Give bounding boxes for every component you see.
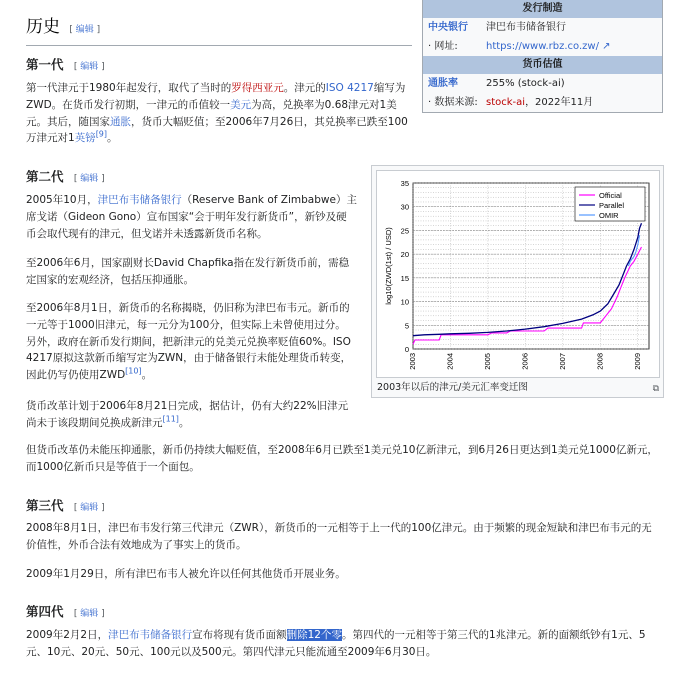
x-tick-label: 2006 [520, 353, 530, 370]
infobox [422, 0, 663, 113]
link-rbz-gen4[interactable]: 津巴布韦储备银行 [108, 629, 193, 641]
link-rbz[interactable]: 津巴布韦储备银行 [97, 194, 182, 206]
edit-link-history[interactable]: 编辑 [75, 25, 94, 35]
legend-label-parallel: Parallel [599, 201, 625, 210]
section-title: 历史 [26, 17, 60, 37]
gen4-title: 第四代 [26, 604, 64, 619]
edit-link-wrapper: [ 编辑 ] [69, 25, 101, 35]
section-heading-history [26, 14, 412, 46]
edit-link-gen1[interactable]: 编辑 [80, 62, 99, 72]
inflation-value: 255% (stock-ai) [486, 77, 565, 89]
y-tick-label: 10 [400, 297, 409, 307]
gen2-paragraph-2: 至2006年6月，国家副财长David Chapfika指在发行新货币前，需稳 定国家的宏观经济，包括压抑通胀。 [26, 257, 350, 286]
heading-gen4: 第四代 [ 编辑 ] [26, 604, 105, 619]
y-tick-label: 20 [400, 250, 409, 260]
x-tick-label: 2009 [632, 353, 642, 370]
ref-9[interactable]: [9] [95, 129, 108, 139]
ref-11[interactable]: [11] [162, 414, 179, 424]
edit-link-gen4[interactable]: 编辑 [80, 609, 99, 619]
infobox-row-website [423, 37, 662, 56]
gen1-paragraph: 第一代津元于1980年起发行，取代了当时的罗得西亚元。津元的ISO 4217缩写为 ZWD。在货币发行初期，一津元的币值较一美元为高，兑换率为0.68津元对1美 元。其后，随国家通胀，货币大幅贬值；至2006年7月26日，其兑换率已跌至100 万津元对1英镑[9]。 [26, 82, 408, 145]
source-date: ，2022年11月 [525, 96, 594, 108]
gen3-paragraph-2: 2009年1月29日，所有津巴布韦人被允许以任何其他货币开展业务。 [26, 568, 346, 580]
source-label: · 数据来源: [428, 96, 478, 108]
gen4-paragraph: 2009年2月2日，津巴布韦储备银行宣布将现有货币面额删除12个零。第四代的一元相等于第三代的1兆津元。新的面额纸钞有1元、5 元、10元、20元、50元、100元以及500元。第四代津元只能流通至2009年6月30日。 [26, 629, 646, 658]
chart-frame[interactable] [376, 170, 660, 378]
gen2-title: 第二代 [26, 169, 64, 184]
y-tick-label: 25 [400, 226, 409, 236]
heading-gen2: 第二代 [ 编辑 ] [26, 169, 105, 184]
infobox-header-issue: 发行制造 [423, 0, 662, 18]
figure-caption: 2003年以后的津元/美元汇率变迁图 [377, 382, 528, 393]
x-tick-label: 2008 [595, 353, 605, 370]
gen1-title: 第一代 [26, 57, 64, 72]
edit-link-gen2[interactable]: 编辑 [80, 174, 99, 184]
link-inflation[interactable]: 通胀 [110, 115, 131, 128]
website-label: · 网址: [428, 40, 458, 52]
infobox-header-valuation: 货币估值 [423, 56, 662, 74]
gen2-paragraph-4: 货币改革计划于2006年8月21日完成，据估计，仍有大约22%旧津元 尚未于该段期间兑换成新津元[11]。 [26, 400, 349, 429]
external-link-icon: ↗ [602, 40, 611, 52]
link-usd[interactable]: 美元 [230, 98, 252, 111]
infobox-row-central-bank [423, 18, 662, 37]
infobox-row-inflation [423, 74, 662, 93]
x-tick-label: 2003 [408, 353, 417, 370]
website-link[interactable]: https://www.rbz.co.zw/ [486, 40, 599, 52]
y-tick-label: 30 [400, 202, 409, 212]
link-gbp[interactable]: 英镑 [74, 132, 96, 145]
edit-link-gen3[interactable]: 编辑 [80, 503, 99, 513]
exchange-rate-chart [377, 171, 661, 379]
link-rhodesian-dollar[interactable]: 罗得西亚元 [231, 82, 284, 94]
gen2-paragraph-1: 2005年10月，津巴布韦储备银行（Reserve Bank of Zimbabwe）主 席戈诺（Gideon Gono）宣布国家“会于明年发行新货币”，新钞及硬 币会取代现有的津元，但戈诺并未透露新货币名称。 [26, 194, 357, 240]
selected-text-highlight[interactable]: 删除12个零 [286, 629, 342, 641]
ref-10[interactable]: [10] [125, 366, 142, 376]
gen3-title: 第三代 [26, 498, 64, 513]
y-tick-label: 15 [400, 273, 409, 283]
source-link[interactable]: stock-ai [486, 96, 526, 108]
inflation-label[interactable]: 通胀率 [428, 77, 458, 89]
central-bank-value: 津巴布韦储备银行 [486, 21, 566, 33]
gen2-paragraph-5: 但货币改革仍未能压抑通胀，新币仍持续大幅贬值，至2008年6月已跌至1美元兑10亿新津元，到6月26日更达到1美元兑1000亿新元， 而1000亿新币只是等值于一个面包。 [26, 444, 658, 473]
x-tick-label: 2005 [482, 353, 492, 370]
link-iso-4217[interactable]: ISO 4217 [325, 82, 374, 94]
legend-label-official: Official [599, 191, 622, 200]
heading-gen3: 第三代 [ 编辑 ] [26, 498, 105, 513]
exchange-rate-figure [371, 165, 664, 398]
heading-gen1: 第一代 [ 编辑 ] [26, 57, 105, 72]
central-bank-label[interactable]: 中央银行 [428, 21, 468, 33]
x-tick-label: 2007 [557, 353, 567, 370]
y-tick-label: 0 [404, 345, 409, 354]
y-tick-label: 35 [400, 179, 409, 188]
infobox-row-source [423, 93, 662, 112]
legend-label-omir: OMIR [599, 211, 619, 220]
y-tick-label: 5 [404, 321, 409, 331]
enlarge-icon[interactable]: ⧉ [652, 384, 659, 394]
gen3-paragraph-1: 2008年8月1日，津巴布韦发行第三代津元（ZWR），新货币的一元相等于上一代的100亿津元。由于频繁的现金短缺和津巴布韦元的无 价值性，外币合法有效地成为了事实上的货币。 [26, 522, 652, 551]
x-tick-label: 2004 [445, 353, 455, 370]
gen2-paragraph-3: 至2006年8月1日，新货币的名称揭晓，仍旧称为津巴布韦元。新币的 一元等于1000旧津元，每一元分为100分，但实际上未曾使用过分。 另外，政府在新币发行期间，把新津元的兑美元兑换率贬值60%。ISO 4217原拟这款新币缩写定为ZWN，由于储备银行未能处理货币转变， 因此仍写仍使用ZWD[10]。 [26, 302, 352, 382]
y-axis-label: log10(ZWD(1st) / USD) [384, 227, 393, 305]
